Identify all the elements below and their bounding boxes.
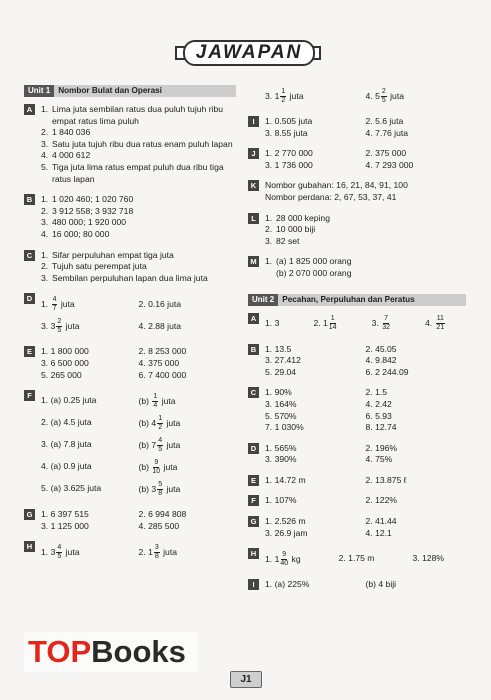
answer-text: (a) 4.5 juta: [50, 417, 92, 428]
item-number: 1.: [265, 387, 273, 398]
item-number: 1.: [265, 343, 273, 354]
item-number: 2.: [338, 553, 346, 564]
answer-text: 2.88 juta: [148, 320, 182, 331]
answer-text: (a) 0.25 juta: [50, 395, 97, 406]
item-number: 3.: [265, 90, 273, 101]
whole-number: 1: [323, 317, 328, 328]
unit-tag: Unit 2: [248, 294, 278, 306]
answer-text: 4 000 612: [52, 150, 91, 161]
answer-text: 1 840 036: [52, 127, 91, 138]
item-number: 8.: [365, 422, 373, 433]
answer-text: (a) 7.8 juta: [50, 439, 92, 450]
section-h2: [248, 548, 466, 570]
item-number: 3.: [41, 217, 49, 228]
answer-text: 75%: [375, 454, 393, 465]
item-number: 4.: [138, 320, 146, 331]
fraction: $\frac{1}{2}$: [281, 87, 286, 104]
item-number: 1.: [41, 298, 49, 309]
section-badge: H: [248, 548, 259, 559]
answer-text: 122%: [375, 495, 398, 506]
fraction: $\frac{3}{8}$: [154, 543, 159, 560]
item-number: 2.: [365, 116, 373, 126]
item-number: 4.: [365, 454, 373, 465]
answer-text: 5.93: [375, 410, 392, 421]
item-number: 3.: [41, 357, 49, 368]
item-number: 2.: [265, 224, 273, 235]
answer-text: 13.5: [274, 343, 292, 354]
section-badge: F: [24, 390, 35, 401]
section-b2: [248, 344, 466, 379]
unit-text: juta: [163, 546, 177, 557]
page-title-banner: [175, 37, 321, 67]
item-number: 2.: [313, 317, 321, 328]
unit-text: juta: [166, 439, 181, 450]
answer-text: 1 125 000: [50, 520, 89, 531]
item-number: 4.: [425, 317, 433, 328]
item-number: 2.: [41, 205, 49, 216]
answer-text: 375 000: [375, 148, 407, 159]
item-number: 1.: [265, 212, 273, 223]
answer-text: 6 397 515: [50, 509, 89, 520]
fraction: $\frac{2}{5}$: [381, 87, 386, 104]
answer-text: (a) 0.9 juta: [50, 461, 92, 472]
unit-text: juta: [289, 90, 304, 101]
answer-text: 27.412: [274, 355, 301, 366]
section-badge: K: [248, 180, 259, 191]
item-number: 3.: [265, 235, 273, 246]
unit-text: juta: [166, 483, 181, 494]
answer-text: 2.42: [375, 398, 392, 409]
item-number: 1.: [265, 516, 273, 527]
unit-title: Pecahan, Perpuluhan dan Peratus: [282, 294, 415, 304]
item-number: 2.: [41, 127, 49, 138]
unit-text: juta: [65, 546, 80, 557]
item-number: 1.: [265, 317, 273, 328]
answer-text: (a) 225%: [274, 579, 310, 590]
section-badge: J: [248, 148, 259, 159]
answer-text: 565%: [274, 442, 297, 453]
item-number: 2.: [365, 495, 373, 506]
answer-text: 480 000; 1 920 000: [52, 217, 127, 228]
part-label: (b): [138, 395, 150, 406]
answer-text: 41.44: [375, 516, 397, 527]
item-number: 3.: [41, 520, 49, 531]
fraction: $\frac{5}{8}$: [158, 480, 163, 497]
answer-text: 285 500: [148, 520, 180, 531]
item-number: 3.: [265, 127, 273, 138]
answer-text: 45.05: [375, 343, 397, 354]
page-title: JAWAPAN: [183, 40, 315, 66]
section-f: [24, 390, 236, 500]
item-number: 6.: [365, 410, 373, 421]
section-badge: E: [24, 346, 35, 357]
answer-text: Nombor gubahan: 16, 21, 84, 91, 100: [265, 180, 408, 191]
answer-text: 1 800 000: [50, 346, 89, 357]
answer-text: 0.505 juta: [274, 116, 313, 126]
item-number: 2.: [138, 298, 146, 309]
answer-text: 8 253 000: [148, 346, 187, 357]
answer-text: 12.1: [375, 527, 392, 538]
left-column: [24, 85, 236, 572]
fraction: $\frac{7}{32}$: [382, 315, 391, 332]
answer-text: 2 244.09: [375, 366, 409, 377]
answer-text: 6 500 000: [50, 357, 89, 368]
item-number: 2.: [365, 442, 373, 453]
unit-text: kg: [291, 553, 301, 564]
answer-text: Sembilan perpuluhan lapan dua lima juta: [52, 272, 208, 283]
answer-text: 16 000; 80 000: [52, 228, 110, 239]
item-number: 1.: [41, 104, 49, 114]
item-number: 1.: [265, 474, 273, 485]
answer-text: 9.842: [375, 355, 397, 366]
answer-text: 8.55 juta: [274, 127, 308, 138]
item-number: 3.: [265, 355, 273, 366]
item-number: 3.: [371, 317, 379, 328]
item-number: 3.: [412, 553, 420, 564]
section-badge: C: [248, 387, 259, 398]
section-badge: I: [248, 579, 259, 590]
section-g2: [248, 516, 466, 539]
answer-text: 6 994 808: [148, 509, 187, 520]
fraction: $\frac{1}{4}$: [153, 392, 158, 409]
item-number: 1.: [265, 116, 273, 126]
fraction: $\frac{4}{5}$: [57, 543, 62, 560]
logo-text-top: TOP: [28, 634, 92, 669]
fraction: $\frac{9}{10}$: [152, 458, 161, 475]
section-badge: M: [248, 256, 259, 267]
unit-text: juta: [60, 298, 75, 309]
unit-text: juta: [163, 461, 178, 472]
item-number: 1.: [265, 553, 273, 564]
item-number: 4.: [365, 127, 373, 138]
answer-text: 265 000: [50, 369, 82, 380]
unit-text: juta: [161, 395, 176, 406]
whole-number: 3: [50, 546, 56, 557]
item-number: 2.: [365, 148, 373, 159]
fraction: $\frac{1}{2}$: [158, 414, 163, 431]
section-badge: A: [24, 104, 35, 115]
answer-text: 3: [274, 317, 280, 328]
section-badge: L: [248, 213, 259, 224]
answer-text: Nombor perdana: 2, 67, 53, 37, 41: [265, 191, 397, 202]
section-e: [24, 346, 236, 381]
section-badge: C: [24, 250, 35, 261]
whole-number: 4: [151, 417, 157, 428]
section-i2: [248, 579, 466, 591]
answer-text: 128%: [422, 553, 444, 564]
answer-text: Tiga juta lima ratus empat puluh dua ribu tiga ratus lapan: [52, 161, 224, 184]
whole-number: 1: [274, 553, 280, 564]
item-number: 1.: [265, 495, 273, 506]
answer-text: 1 020 460; 1 020 760: [52, 194, 134, 205]
item-number: 5.: [41, 483, 49, 494]
topbooks-logo: [24, 632, 198, 672]
unit-1-header: [24, 85, 236, 97]
section-c: [24, 250, 236, 285]
answer-text: 0.16 juta: [148, 298, 182, 309]
unit-text: juta: [65, 320, 80, 331]
answer-text: 375 000: [148, 357, 180, 368]
answer-text: (a) 1 825 000 orang: [276, 256, 352, 267]
section-i: [248, 116, 466, 139]
item-number: 3.: [265, 527, 273, 538]
unit-2-header: [248, 294, 466, 306]
answer-text: Sifar perpuluhan empat tiga juta: [52, 249, 174, 260]
right-column: [248, 85, 466, 600]
item-number: 4.: [365, 90, 373, 101]
answer-text: (b) 4 biji: [365, 579, 397, 590]
section-h: [24, 541, 236, 563]
answer-text: 7 293 000: [375, 159, 414, 170]
item-number: 3.: [265, 454, 273, 465]
unit-title: Nombor Bulat dan Operasi: [58, 86, 162, 96]
item-number: 2.: [138, 509, 146, 520]
unit-tag: Unit 1: [24, 85, 54, 97]
section-b: [24, 194, 236, 240]
item-number: 1.: [41, 346, 49, 357]
answer-text: 29.04: [274, 366, 297, 377]
item-number: 1.: [41, 194, 49, 205]
item-number: 2.: [365, 387, 373, 398]
item-number: 2.: [365, 474, 373, 485]
section-a: [24, 104, 236, 185]
item-number: 3.: [265, 398, 273, 409]
section-badge: I: [248, 116, 259, 127]
section-d: [24, 293, 236, 337]
item-number: 3.: [41, 138, 49, 149]
item-number: 1.: [265, 579, 273, 590]
item-number: 5.: [41, 161, 49, 172]
item-number: 7.: [265, 422, 273, 433]
item-number: 3.: [41, 439, 49, 450]
item-number: 4.: [41, 228, 49, 239]
item-number: 6.: [365, 366, 373, 377]
answer-text: 26.9 jam: [274, 527, 308, 538]
section-badge: E: [248, 475, 259, 486]
part-label: (b): [138, 461, 150, 472]
answer-text: 28 000 keping: [276, 212, 330, 223]
item-number: 6.: [138, 369, 146, 380]
item-number: 2.: [365, 516, 373, 527]
section-badge: D: [24, 293, 35, 304]
section-badge: G: [24, 509, 35, 520]
item-number: 2.: [41, 417, 49, 428]
answer-text: 82 set: [276, 235, 300, 246]
section-a2: [248, 313, 466, 335]
item-number: 4.: [138, 520, 146, 531]
section-l: [248, 213, 466, 248]
section-j: [248, 148, 466, 171]
section-g: [24, 509, 236, 532]
answer-text: (a) 3.625 juta: [50, 483, 102, 494]
answer-text: 390%: [274, 454, 297, 465]
section-badge: G: [248, 516, 259, 527]
item-number: 5.: [41, 369, 49, 380]
section-badge: A: [248, 313, 259, 324]
answer-text: Tujuh satu perempat juta: [52, 261, 147, 272]
item-number: 2.: [138, 546, 146, 557]
answer-text: 2 770 000: [274, 148, 313, 159]
item-number: 3.: [41, 272, 49, 283]
answer-text: 1.75 m: [348, 553, 375, 564]
fraction: $\frac{1}{14}$: [328, 315, 337, 332]
answer-text: 107%: [274, 495, 297, 506]
item-number: 2.: [365, 343, 373, 354]
unit-text: juta: [166, 417, 181, 428]
fraction: $\frac{9}{40}$: [280, 550, 289, 567]
answer-text: 3 912 558; 3 932 718: [52, 205, 134, 216]
part-label: (b): [138, 483, 150, 494]
item-number: 4.: [365, 527, 373, 538]
fraction: $\frac{2}{5}$: [57, 317, 62, 334]
section-k: [248, 180, 466, 203]
answer-text: 7.76 juta: [375, 127, 409, 138]
part-label: (b): [138, 439, 150, 450]
whole-number: 3: [151, 483, 157, 494]
fraction: $\frac{4}{5}$: [158, 436, 163, 453]
section-badge: D: [248, 443, 259, 454]
fraction: $\frac{4}{7}$: [52, 295, 57, 312]
answer-text: 164%: [274, 398, 297, 409]
item-number: 5.: [265, 410, 273, 421]
item-number: 2.: [138, 346, 146, 357]
item-number: 4.: [365, 159, 373, 170]
section-c2: [248, 387, 466, 433]
page-number: J1: [230, 671, 262, 688]
answer-text: 570%: [274, 410, 297, 421]
item-number: 4.: [138, 357, 146, 368]
item-number: 4.: [41, 461, 49, 472]
section-badge: F: [248, 495, 259, 506]
item-number: 3.: [41, 320, 49, 331]
item-number: 1.: [41, 546, 49, 557]
logo-text-books: Books: [91, 634, 186, 669]
item-number: 4.: [365, 355, 373, 366]
item-number: 2.: [41, 261, 49, 272]
answer-text: 14.72 m: [274, 474, 306, 485]
answer-text: 196%: [375, 442, 398, 453]
item-number: 4.: [365, 398, 373, 409]
item-number: 1.: [41, 249, 49, 260]
answer-text: 5.6 juta: [375, 116, 404, 126]
answer-text: Satu juta tujuh ribu dua ratus enam puluh lapan: [52, 138, 233, 149]
answer-text: (b) 2 070 000 orang: [276, 267, 352, 278]
unit-text: juta: [390, 90, 404, 101]
answer-text: 1.5: [375, 387, 388, 398]
whole-number: 7: [151, 439, 157, 450]
answer-text: 10 000 biji: [276, 224, 316, 235]
answer-text: 1 030%: [274, 422, 304, 433]
answer-text: 90%: [274, 387, 292, 398]
answer-text: 7 400 000: [148, 369, 187, 380]
whole-number: 3: [50, 320, 56, 331]
section-badge: H: [24, 541, 35, 552]
fraction: $\frac{11}{21}$: [436, 315, 445, 332]
item-number: 1.: [265, 256, 273, 267]
whole-number: 1: [274, 90, 280, 101]
answer-text: 12.74: [375, 422, 397, 433]
item-number: 3.: [265, 159, 273, 170]
item-number: 5.: [265, 366, 273, 377]
answer-text: 1 736 000: [274, 159, 313, 170]
answer-text: 2.526 m: [274, 516, 306, 527]
item-number: 1.: [265, 442, 273, 453]
part-label: (b): [138, 417, 150, 428]
section-e2: [248, 475, 466, 487]
answer-text: 13.875 ℓ: [375, 474, 407, 485]
section-h-continued: [248, 85, 466, 107]
whole-number: 5: [375, 90, 380, 101]
item-number: 1.: [265, 148, 273, 159]
item-number: 4.: [41, 150, 49, 161]
section-badge: B: [24, 194, 35, 205]
whole-number: 1: [148, 546, 153, 557]
item-number: 1.: [41, 509, 49, 520]
answer-text: Lima juta sembilan ratus dua puluh tujuh ribu empat ratus lima puluh: [52, 104, 224, 126]
section-badge: B: [248, 344, 259, 355]
section-m: [248, 256, 466, 279]
item-number: 1.: [41, 395, 49, 406]
section-d2: [248, 443, 466, 466]
section-f2: [248, 495, 466, 507]
